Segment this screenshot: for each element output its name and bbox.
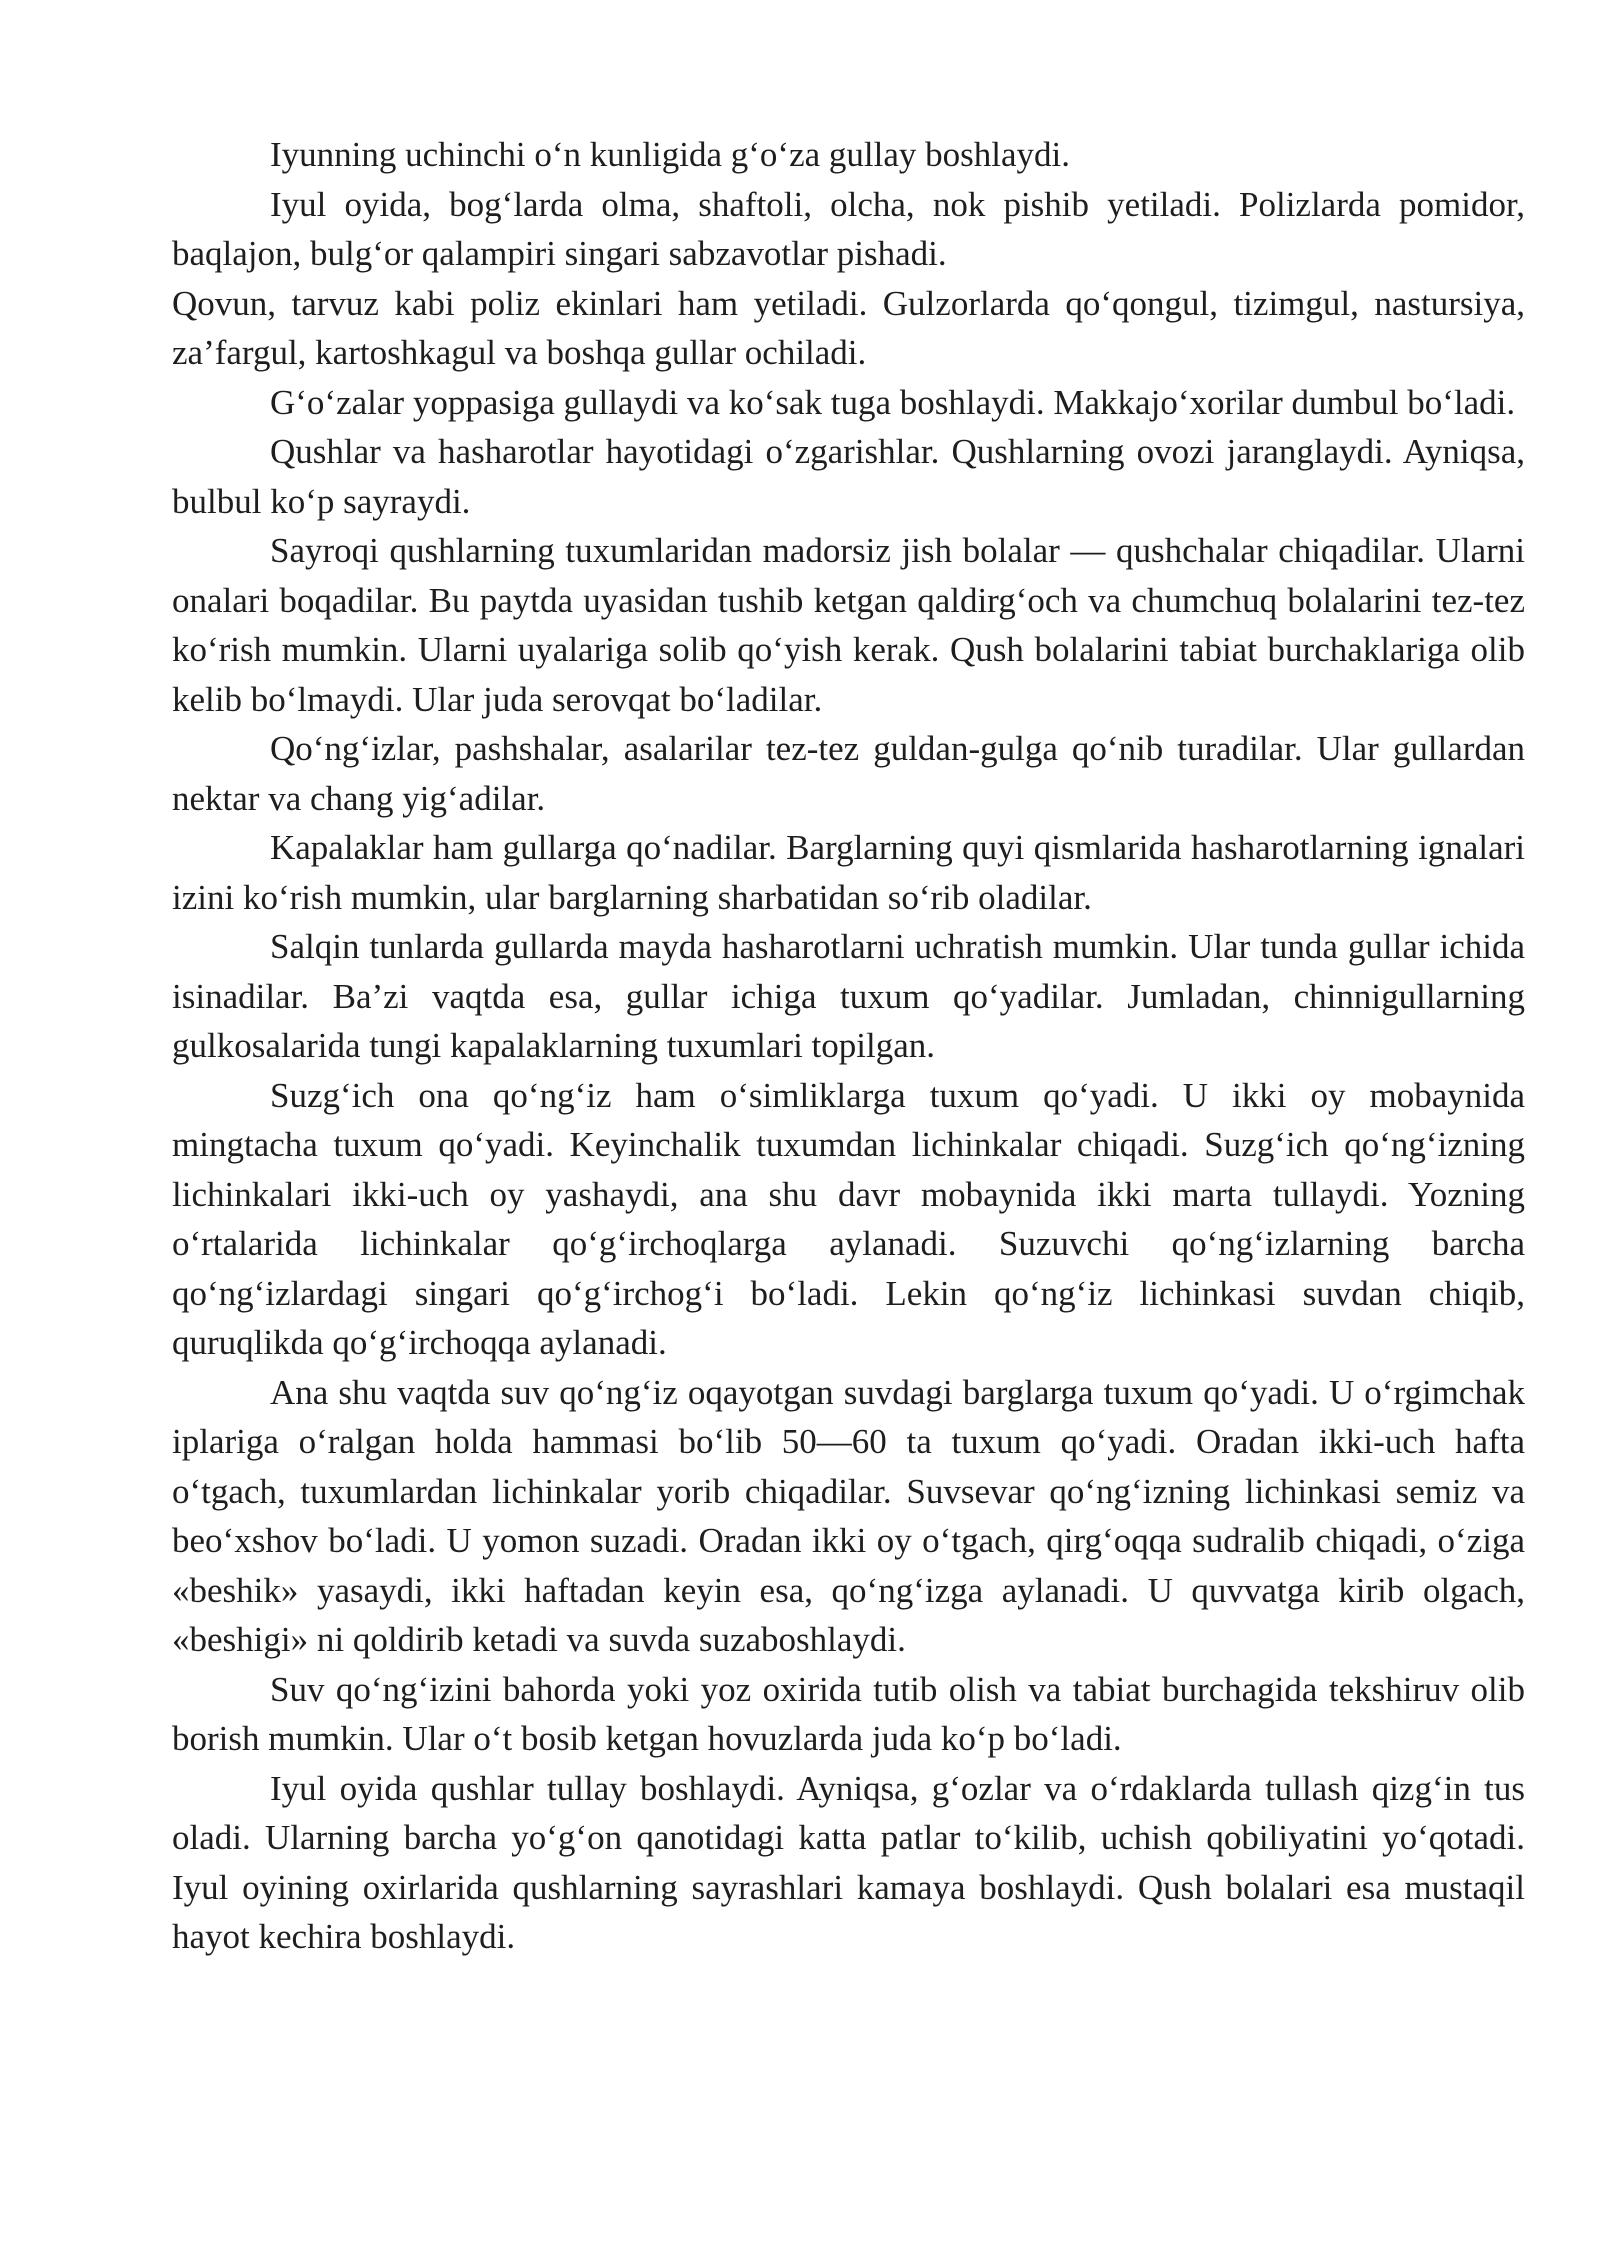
- paragraph-2: Iyul oyida, bog‘larda olma, shaftoli, olcha, nok pishib yetiladi. Polizlarda pomidor, baqlajon, bulg‘or qalampiri singari sabzavotlar pishadi.: [172, 184, 1525, 273]
- paragraph-7: Qo‘ng‘izlar, pashshalar, asalarilar tez-tez guldan-gulga qo‘nib turadilar. Ular gullardan nektar va chang yig‘adilar.: [172, 729, 1525, 818]
- paragraph-4: G‘o‘zalar yoppasiga gullaydi va ko‘sak tuga boshlaydi. Makkajo‘xorilar dumbul bo‘ladi.: [270, 382, 1516, 422]
- paragraph-9: Salqin tunlarda gullarda mayda hasharotlarni uchratish mumkin. Ular tunda gullar ichida isinadilar. Ba’zi vaqtda esa, gullar ichiga tuxum qo‘yadilar. Jumladan, chinnigullarning gulkosalarida tungi kapalaklarning tuxumlari topilgan.: [172, 927, 1525, 1065]
- paragraph-1: Iyunning uchinchi o‘n kunligida g‘o‘za gullay boshlaydi.: [270, 135, 1070, 174]
- paragraph-13: Iyul oyida qushlar tullay boshlaydi. Ayniqsa, g‘ozlar va o‘rdaklarda tullash qizg‘in tus oladi. Ularning barcha yo‘g‘on qanotidagi katta patlar to‘kilib, uchish qobiliyatini yo‘qotadi. Iyul oyining oxirlarida qushlarning sayrashlari kamaya boshlaydi. Qush bolalari esa mustaqil hayot kechira boshlaydi.: [172, 1768, 1525, 1956]
- paragraph-11: Ana shu vaqtda suv qo‘ng‘iz oqayotgan suvdagi barglarga tuxum qo‘yadi. U o‘rgimchak iplariga o‘ralgan holda hammasi bo‘lib 50—60 ta tuxum qo‘yadi. Oradan ikki-uch hafta o‘tgach, tuxumlardan lichinkalar yorib chiqadilar. Suvsevar qo‘ng‘izning lichinkasi semiz va beo‘xshov bo‘ladi. U yomon suzadi. Oradan ikki oy o‘tgach, qirg‘oqqa sudralib chiqadi, o‘ziga «beshik» yasaydi, ikki haftadan keyin esa, qo‘ng‘izga aylanadi. U quvvatga kirib olgach, «beshigi» ni qoldirib ketadi va suvda suzaboshlaydi.: [172, 1372, 1525, 1659]
- paragraph-12: Suv qo‘ng‘izini bahorda yoki yoz oxirida tutib olish va tabiat burchagida tekshiruv olib borish mumkin. Ular o‘t bosib ketgan hovuzlarda juda ko‘p bo‘ladi.: [172, 1669, 1525, 1758]
- paragraph-5: Qushlar va hasharotlar hayotidagi o‘zgarishlar. Qushlarning ovozi jaranglaydi. Ayniqsa, bulbul ko‘p sayraydi.: [172, 432, 1525, 521]
- paragraph-10: Suzg‘ich ona qo‘ng‘iz ham o‘simliklarga tuxum qo‘yadi. U ikki oy mobaynida mingtacha tuxum qo‘yadi. Keyinchalik tuxumdan lichinkalar chiqadi. Suzg‘ich qo‘ng‘izning lichinkalari ikki-uch oy yashaydi, ana shu davr mobaynida ikki marta tullaydi. Yozning o‘rtalarida lichinkalar qo‘g‘irchoqlarga aylanadi. Suzuvchi qo‘ng‘izlarning barcha qo‘ng‘izlardagi singari qo‘g‘irchog‘i bo‘ladi. Lekin qo‘ng‘iz lichinkasi suvdan chiqib, quruqlikda qo‘g‘irchoqqa aylanadi.: [172, 1075, 1525, 1362]
- paragraph-8: Kapalaklar ham gullarga qo‘nadilar. Barglarning quyi qismlarida hasharotlarning ignalari izini ko‘rish mumkin, ular barglarning sharbatidan so‘rib oladilar.: [172, 828, 1525, 917]
- paragraph-6: Sayroqi qushlarning tuxumlaridan madorsiz jish bolalar — qushchalar chiqadilar. Ularni onalari boqadilar. Bu paytda uyasidan tushib ketgan qaldirg‘och va chumchuq bolalarini tez-tez ko‘rish mumkin. Ularni uyalariga solib qo‘yish kerak. Qush bolalarini tabiat burchaklariga olib kelib bo‘lmaydi. Ular juda serovqat bo‘ladilar.: [172, 531, 1525, 719]
- paragraph-3: Qovun, tarvuz kabi poliz ekinlari ham yetiladi. Gulzorlarda qo‘qongul, tizimgul, nastursiya, za’fargul, kartoshkagul va boshqa gullar ochiladi.: [172, 283, 1525, 372]
- document-page: [172, 130, 1525, 1962]
